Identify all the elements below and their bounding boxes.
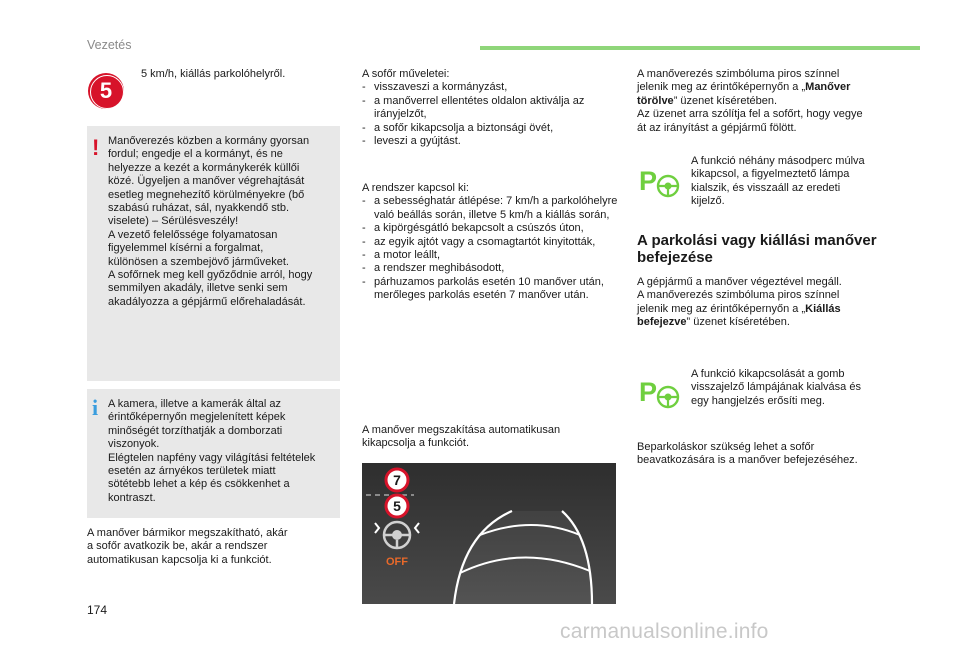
- paragraph-line: törölve” üzenet kíséretében.: [637, 94, 778, 107]
- warning-line: Manőverezés közben a kormány gyorsan: [108, 135, 310, 147]
- speed-limit-sign-icon: [88, 73, 124, 109]
- warning-line: esetleg megnehezítő körülményekre (bő: [108, 188, 305, 201]
- paragraph-line: kijelző.: [691, 195, 725, 208]
- info-line: esetén az árnyékos területek miatt: [108, 465, 276, 478]
- warning-line: A sofőrnek meg kell győződnie arról, hogy: [108, 269, 313, 282]
- list-item: - a manőverrel ellentétes oldalon aktiválja az irányjelzőt,: [362, 94, 585, 121]
- list-item: - visszaveszi a kormányzást,: [362, 81, 508, 94]
- list-item: - a sofőr kikapcsolja a biztonsági övét,: [362, 121, 554, 134]
- paragraph-line: egy hangjelzés erősíti meg.: [691, 394, 825, 407]
- warning-line: közé. Ügyeljen a manőver végrehajtását: [108, 175, 305, 188]
- info-line: kontraszt.: [108, 491, 156, 504]
- paragraph-line: beavatkozására is a manőver befejezéséhez.: [637, 454, 858, 467]
- paragraph-line: kikapcsol, a figyelmeztető lámpa: [691, 168, 850, 181]
- info-line: A kamera, illetve a kamerák által az: [108, 398, 282, 410]
- park-assist-steering-icon: [639, 375, 683, 411]
- warning-line: szabású ruházat, sál, nyakkendő stb.: [108, 202, 289, 215]
- speed-note: 5 km/h, kiállás parkolóhelyről.: [141, 68, 286, 80]
- paragraph-line: A funkció néhány másodperc múlva: [691, 155, 865, 167]
- off-label: OFF: [386, 556, 408, 568]
- info-i-icon: i: [92, 395, 99, 420]
- paragraph-line: kialszik, és visszaáll az eredeti: [691, 181, 841, 194]
- paragraph-line: befejezve” üzenet kíséretében.: [637, 316, 790, 329]
- lamp-blink-paragraph: [691, 368, 891, 408]
- system-off-title: A rendszer kapcsol ki:: [362, 182, 469, 194]
- info-line: minőségét torzíthatják a domborzati: [108, 424, 283, 437]
- suspension-paragraph: [362, 424, 620, 451]
- warning-box: [87, 126, 340, 381]
- paragraph-line: jelenik meg az érintőképernyőn a „Manőver: [637, 81, 851, 94]
- warning-line: helyezze a kezét a kormánykerék küllői: [108, 161, 300, 174]
- info-line: viszonyok.: [108, 438, 160, 451]
- warning-line: különösen a szembejövő járműveket.: [108, 255, 289, 268]
- interrupt-line: A manőver bármikor megszakítható, akár: [87, 527, 288, 539]
- suspension-line: A manőver megszakítása automatikusan: [362, 424, 561, 436]
- park-assist-steering-icon: [639, 164, 683, 200]
- section-title-line: befejezése: [637, 249, 713, 266]
- info-line: Elégtelen napfény vagy világítási feltételek: [108, 451, 316, 464]
- interrupt-paragraph: [87, 527, 342, 567]
- finished-paragraph: [637, 276, 897, 330]
- interrupt-line: a sofőr avatkozik be, akár a rendszer: [87, 540, 268, 553]
- list-item: - a kipörgésgátló bekapcsolt a csúszós úton,: [362, 222, 584, 235]
- warning-line: semmilyen akadály, illetve senki sem: [108, 282, 288, 295]
- warning-text: [108, 135, 336, 309]
- section-title: [637, 232, 907, 266]
- paragraph-line: visszajelző lámpájának kialvása és: [691, 381, 861, 394]
- camera-view-illustration: [362, 463, 616, 604]
- watermark: carmanualsonline.info: [560, 620, 769, 643]
- system-off-list: [362, 182, 620, 303]
- interrupt-line: automatikusan kapcsolja ki a funkciót.: [87, 553, 272, 566]
- speed-sign-bottom-label: 5: [393, 498, 401, 514]
- paragraph-line: át az irányítást a gépjármű fölött.: [637, 121, 797, 134]
- paragraph-line: jelenik meg az érintőképernyőn a „Kiállás: [637, 302, 841, 315]
- warning-line: fordul; engedje el a kormányt, és ne: [108, 148, 283, 161]
- paragraph-line: Beparkoláskor szükség lehet a sofőr: [637, 441, 815, 453]
- list-item: - az egyik ajtót vagy a csomagtartót kinyitották,: [362, 235, 596, 248]
- warning-line: figyelemmel kísérni a forgalmat,: [108, 242, 264, 255]
- paragraph-line: Az üzenet arra szólítja fel a sofőrt, hogy vegye: [637, 108, 863, 121]
- paragraph-line: A manőverezés szimbóluma piros színnel: [637, 289, 840, 302]
- page-number: 174: [87, 603, 108, 617]
- warning-line: akadályozza a gépjármű előrehaladását.: [108, 295, 306, 308]
- paragraph-line: A funkció kikapcsolását a gomb: [691, 368, 845, 380]
- paragraph-line: A manőverezés szimbóluma piros színnel: [637, 68, 840, 80]
- svg-text:P: P: [639, 166, 658, 196]
- driver-actions-title: A sofőr műveletei:: [362, 68, 450, 80]
- driver-actions: [362, 68, 620, 148]
- info-box: [87, 389, 340, 518]
- camera-view-graphic: [362, 463, 616, 604]
- speed-limit-value: 5: [99, 78, 113, 103]
- list-item: - leveszi a gyújtást.: [362, 135, 461, 148]
- list-item: - a motor leállt,: [362, 249, 441, 262]
- lamp-off-paragraph: [691, 155, 891, 209]
- svg-text:P: P: [639, 377, 658, 407]
- info-line: sötétebb lehet a kép és csökkenhet a: [108, 478, 290, 491]
- warning-exclamation-icon: !: [92, 135, 100, 160]
- end-paragraph: [637, 441, 897, 468]
- warning-line: viselete) – Sérülésveszély!: [108, 215, 239, 228]
- deleted-message-paragraph: [637, 68, 897, 135]
- list-item: - párhuzamos parkolás esetén 10 manőver után, merőleges parkolás esetén 7 manőver után.: [362, 275, 604, 302]
- speed-sign-top-label: 7: [393, 472, 401, 488]
- section-title-line: A parkolási vagy kiállási manőver: [637, 232, 877, 249]
- list-item: - a rendszer meghibásodott,: [362, 262, 505, 275]
- section-header: Vezetés: [87, 38, 132, 52]
- suspension-line: kikapcsolja a funkciót.: [362, 437, 469, 450]
- list-item: - a sebességhatár átlépése: 7 km/h a parkolóhelyre való beállás során, illetve 5 km/h a kiállás során,: [362, 195, 618, 221]
- info-text: [108, 398, 336, 505]
- warning-line: A vezető felelőssége folyamatosan: [108, 228, 278, 241]
- header-accent-line: [480, 46, 920, 50]
- info-line: érintőképernyőn megjelenített képek: [108, 411, 286, 424]
- paragraph-line: A gépjármű a manőver végeztével megáll.: [637, 276, 842, 288]
